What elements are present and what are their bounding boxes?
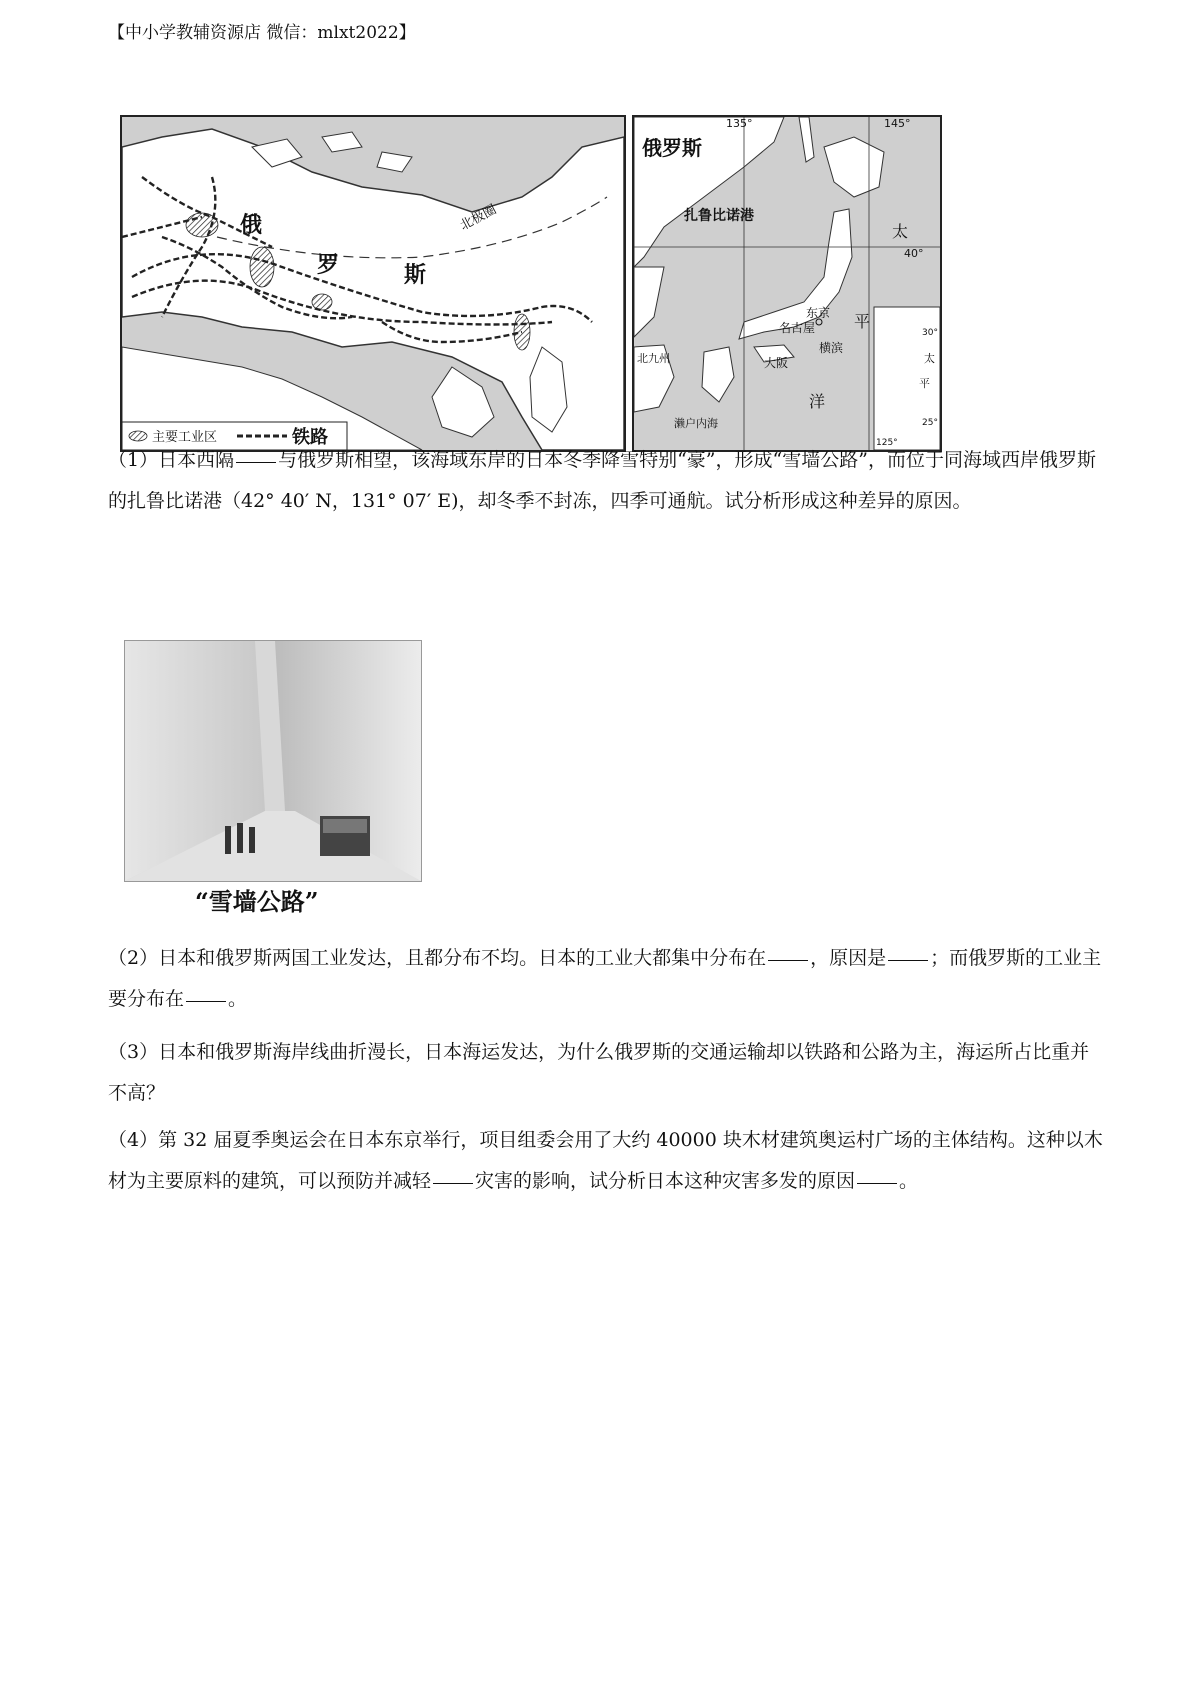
question-1-text-a: （1）日本西隔 [108, 449, 235, 471]
label-pacific-1: 太 [892, 222, 909, 241]
legend-industrial-label: 主要工业区 [152, 430, 218, 445]
label-luo: 罗 [317, 253, 340, 278]
label-pacific-3: 洋 [809, 392, 826, 411]
question-1 [108, 440, 1103, 522]
question-2-blank-3[interactable] [186, 1000, 226, 1002]
label-inset-25: 25° [922, 418, 938, 428]
legend-railway-label: 铁路 [292, 427, 328, 448]
label-setonaikai: 濑户内海 [674, 417, 718, 430]
question-4-text-b: 灾害的影响，试分析日本这种灾害多发的原因 [475, 1170, 856, 1192]
label-si: 斯 [404, 263, 427, 288]
question-4-text-a: （4）第 32 届夏季奥运会在日本东京举行，项目组委会用了大约 40000 块木材建筑奥运村广场的主体结构。这种以木材为主要原料的建筑，可以预防并减轻 [108, 1129, 1103, 1192]
label-arctic-circle: 北极圈 [457, 202, 500, 234]
japan-map-title: 俄罗斯 [642, 136, 702, 160]
question-2-text-b: ，原因是 [810, 947, 887, 969]
question-4-blank-1[interactable] [433, 1182, 473, 1184]
label-lon-135: 135° [726, 117, 753, 130]
label-osaka: 大阪 [764, 356, 789, 370]
question-2-blank-2[interactable] [888, 959, 928, 961]
russia-map [120, 115, 626, 452]
question-2-blank-1[interactable] [768, 959, 808, 961]
question-2-text-d: 。 [228, 988, 248, 1010]
label-lat-40: 40° [904, 247, 924, 260]
snow-wall-road-photo [124, 640, 422, 882]
label-port: 扎鲁比诺港 [684, 208, 754, 224]
page-header: 【中小学教辅资源店 微信：mlxt2022】 [108, 23, 416, 43]
question-4 [108, 1120, 1103, 1202]
question-1-text-b: 与俄罗斯相望，该海域东岸的日本冬季降雪特别“豪”，形成“雪墙公路”，而位于同海域西岸俄罗斯的扎鲁比诺港（42° 40′ N，131° 07′ E)，却冬季不封冻，四季可通航。试分析形成这种差异的原因。 [108, 449, 1096, 512]
label-yokohama: 横滨 [819, 341, 844, 355]
label-pacific-2: 平 [854, 312, 871, 331]
question-1-blank[interactable] [236, 461, 276, 463]
label-e: 俄 [240, 213, 263, 238]
photo-caption: “雪墙公路” [195, 887, 319, 916]
label-inset-ping: 平 [919, 377, 930, 390]
label-inset-125: 125° [876, 438, 898, 448]
question-2-text-c: ；而俄罗斯的工业主要分布在 [108, 947, 1102, 1010]
label-lon-145: 145° [884, 117, 911, 130]
label-inset-tai: 太 [924, 352, 935, 365]
question-2 [108, 938, 1103, 1020]
label-inset-30: 30° [922, 328, 938, 338]
label-tokyo: 东京 [806, 306, 831, 320]
question-2-text-a: （2）日本和俄罗斯两国工业发达，且都分布不均。日本的工业大都集中分布在 [108, 947, 767, 969]
question-4-text-c: 。 [899, 1170, 919, 1192]
label-kitakyushu: 北九州 [637, 352, 670, 365]
question-3: （3）日本和俄罗斯海岸线曲折漫长，日本海运发达，为什么俄罗斯的交通运输却以铁路和公路为主，海运所占比重并不高？ [108, 1041, 1090, 1104]
japan-map [632, 115, 942, 452]
label-nagoya: 名古屋 [779, 321, 816, 335]
question-4-blank-2[interactable] [857, 1182, 897, 1184]
